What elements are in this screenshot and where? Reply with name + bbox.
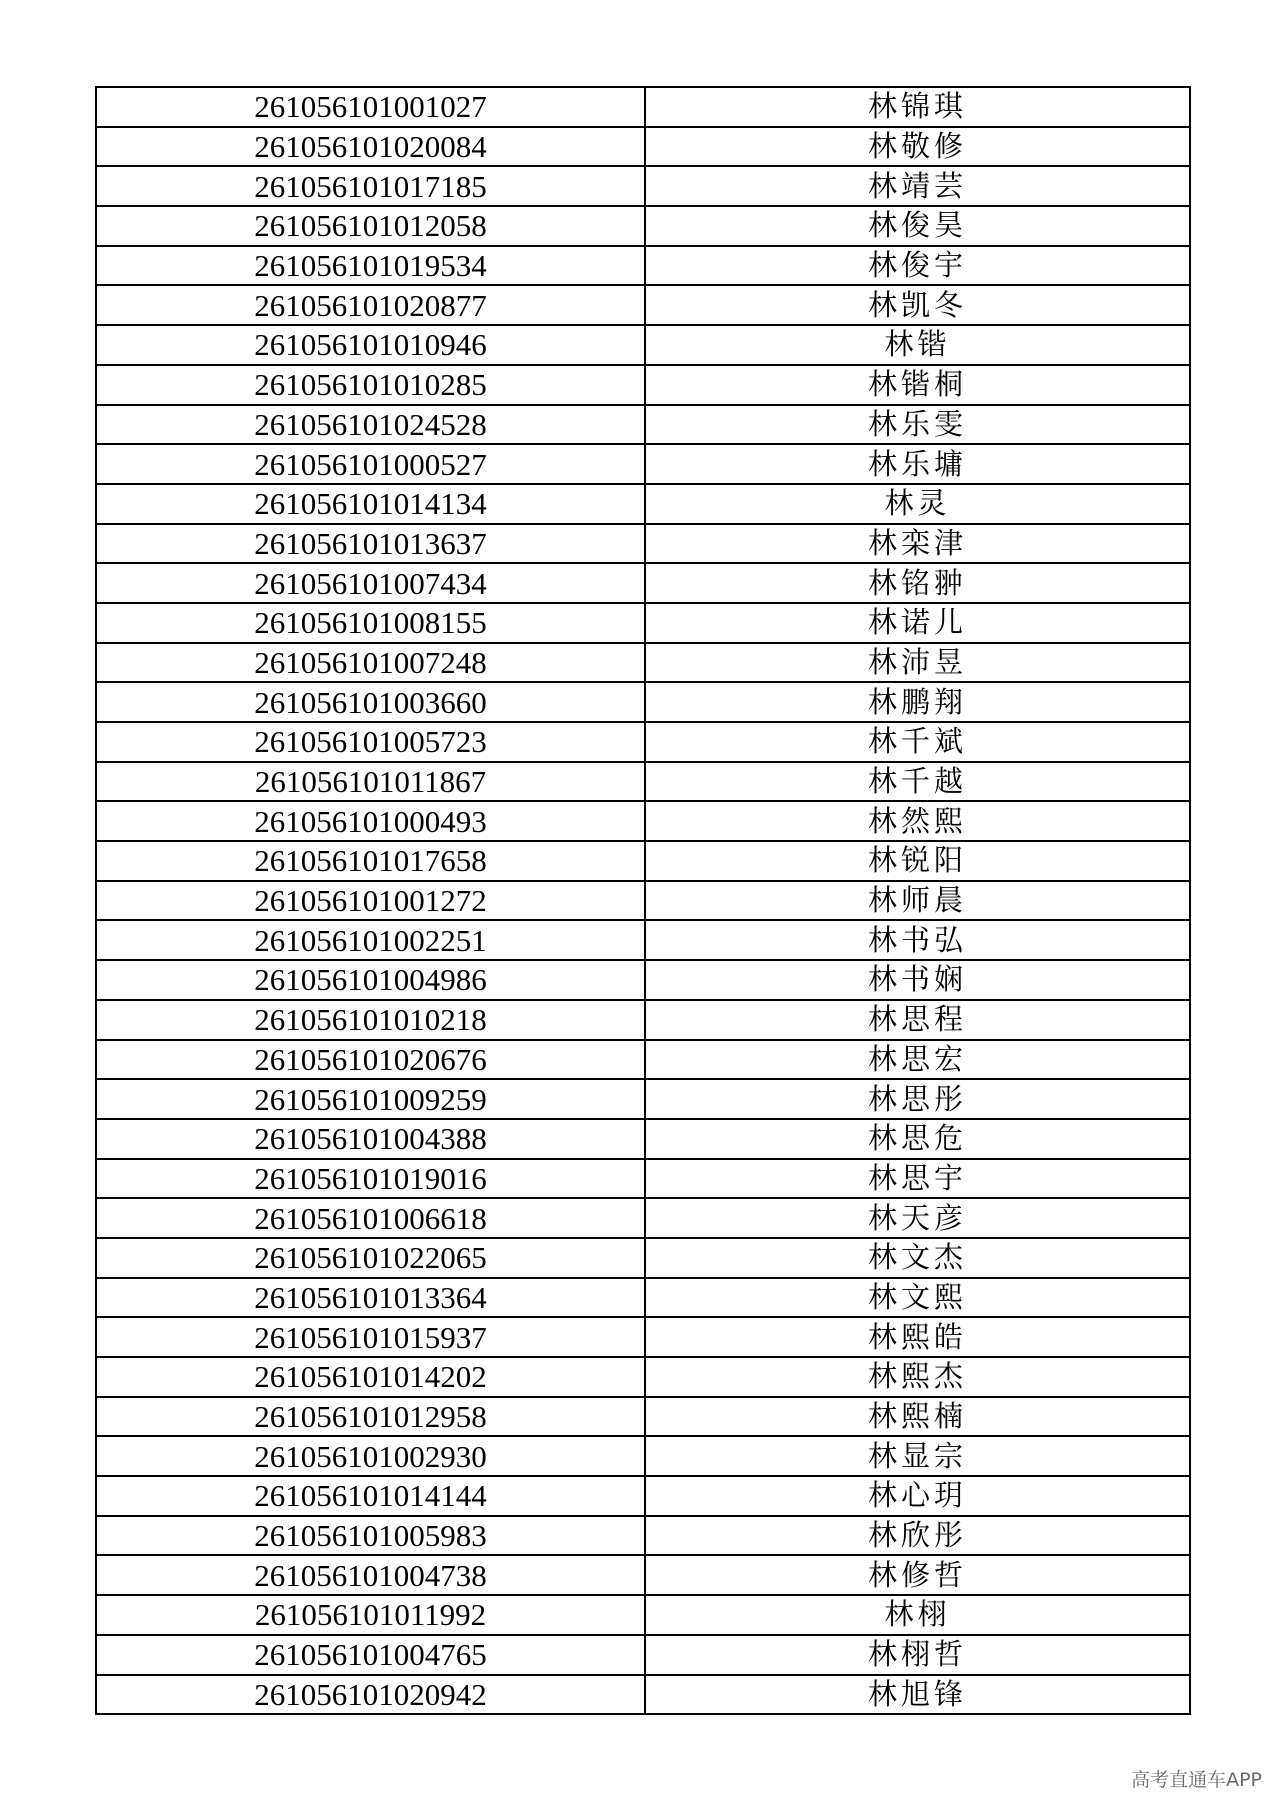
table-row: [96, 1198, 1190, 1238]
student-name-cell: 林显宗: [645, 1436, 1190, 1476]
student-name-cell: 林靖芸: [645, 166, 1190, 206]
student-name-cell: 林心玥: [645, 1476, 1190, 1516]
student-name-cell: 林栩哲: [645, 1635, 1190, 1675]
table-row: [96, 1516, 1190, 1556]
table-row: [96, 1040, 1190, 1080]
exam-number-cell: 261056101009259: [96, 1079, 645, 1119]
watermark: 高考直通车APP: [1131, 1769, 1262, 1791]
student-name-cell: 林书弘: [645, 920, 1190, 960]
table-row: [96, 920, 1190, 960]
exam-number-cell: 261056101012958: [96, 1397, 645, 1437]
student-name-cell: 林千越: [645, 762, 1190, 802]
exam-number-cell: 261056101007248: [96, 643, 645, 683]
exam-number-cell: 261056101020877: [96, 285, 645, 325]
exam-number-cell: 261056101002251: [96, 920, 645, 960]
exam-number-cell: 261056101017185: [96, 166, 645, 206]
table-row: [96, 246, 1190, 286]
table-row: [96, 1357, 1190, 1397]
exam-number-cell: 261056101003660: [96, 682, 645, 722]
student-name-cell: 林熙皓: [645, 1317, 1190, 1357]
student-name-cell: 林思宇: [645, 1159, 1190, 1199]
table-row: [96, 762, 1190, 802]
exam-number-cell: 261056101004986: [96, 960, 645, 1000]
student-name-cell: 林熙楠: [645, 1397, 1190, 1437]
student-name-cell: 林栾津: [645, 524, 1190, 564]
student-name-cell: 林俊昊: [645, 206, 1190, 246]
student-name-cell: 林思宏: [645, 1040, 1190, 1080]
exam-number-cell: 261056101000493: [96, 801, 645, 841]
student-name-cell: 林鹏翔: [645, 682, 1190, 722]
table-row: [96, 325, 1190, 365]
student-name-cell: 林熙杰: [645, 1357, 1190, 1397]
table-row: [96, 1079, 1190, 1119]
exam-number-cell: 261056101010946: [96, 325, 645, 365]
exam-number-cell: 261056101004738: [96, 1555, 645, 1595]
student-name-cell: 林师晨: [645, 881, 1190, 921]
table-row: [96, 841, 1190, 881]
exam-number-cell: 261056101020084: [96, 127, 645, 167]
exam-number-cell: 261056101008155: [96, 603, 645, 643]
student-name-cell: 林俊宇: [645, 246, 1190, 286]
exam-number-cell: 261056101005983: [96, 1516, 645, 1556]
table-row: [96, 444, 1190, 484]
table-row: [96, 1436, 1190, 1476]
student-name-cell: 林然熙: [645, 801, 1190, 841]
table-row: [96, 484, 1190, 524]
student-name-cell: 林修哲: [645, 1555, 1190, 1595]
exam-number-cell: 261056101004765: [96, 1635, 645, 1675]
table-row: [96, 166, 1190, 206]
exam-number-cell: 261056101020676: [96, 1040, 645, 1080]
table-row: [96, 603, 1190, 643]
table-row: [96, 1476, 1190, 1516]
table-row: [96, 1317, 1190, 1357]
exam-number-cell: 261056101000527: [96, 444, 645, 484]
student-name-cell: 林栩: [645, 1595, 1190, 1635]
exam-number-cell: 261056101006618: [96, 1198, 645, 1238]
student-name-cell: 林思程: [645, 1000, 1190, 1040]
exam-number-cell: 261056101012058: [96, 206, 645, 246]
exam-number-cell: 261056101022065: [96, 1238, 645, 1278]
student-name-cell: 林锴桐: [645, 365, 1190, 405]
table-row: [96, 1595, 1190, 1635]
table-row: [96, 682, 1190, 722]
student-name-cell: 林诺儿: [645, 603, 1190, 643]
student-name-cell: 林铭翀: [645, 563, 1190, 603]
table-row: [96, 1635, 1190, 1675]
exam-number-cell: 261056101015937: [96, 1317, 645, 1357]
student-name-cell: 林千斌: [645, 722, 1190, 762]
student-name-cell: 林思危: [645, 1119, 1190, 1159]
exam-number-cell: 261056101014144: [96, 1476, 645, 1516]
student-name-cell: 林沛昱: [645, 643, 1190, 683]
table-row: [96, 1397, 1190, 1437]
student-name-cell: 林文熙: [645, 1278, 1190, 1318]
student-name-cell: 林锐阳: [645, 841, 1190, 881]
student-name-cell: 林书娴: [645, 960, 1190, 1000]
student-name-cell: 林天彦: [645, 1198, 1190, 1238]
exam-number-cell: 261056101011992: [96, 1595, 645, 1635]
exam-number-cell: 261056101014202: [96, 1357, 645, 1397]
student-name-cell: 林灵: [645, 484, 1190, 524]
table-row: [96, 881, 1190, 921]
roster-table: [95, 86, 1191, 1715]
table-row: [96, 365, 1190, 405]
exam-number-cell: 261056101017658: [96, 841, 645, 881]
table-row: [96, 285, 1190, 325]
exam-number-cell: 261056101004388: [96, 1119, 645, 1159]
exam-number-cell: 261056101001027: [96, 87, 645, 127]
exam-number-cell: 261056101024528: [96, 405, 645, 445]
table-row: [96, 1159, 1190, 1199]
exam-number-cell: 261056101002930: [96, 1436, 645, 1476]
table-row: [96, 1675, 1190, 1715]
exam-number-cell: 261056101010218: [96, 1000, 645, 1040]
exam-number-cell: 261056101019016: [96, 1159, 645, 1199]
student-name-cell: 林乐墉: [645, 444, 1190, 484]
student-name-cell: 林文杰: [645, 1238, 1190, 1278]
exam-number-cell: 261056101001272: [96, 881, 645, 921]
exam-number-cell: 261056101014134: [96, 484, 645, 524]
table-row: [96, 801, 1190, 841]
table-row: [96, 1000, 1190, 1040]
table-row: [96, 643, 1190, 683]
table-row: [96, 1278, 1190, 1318]
table-row: [96, 1238, 1190, 1278]
exam-number-cell: 261056101013637: [96, 524, 645, 564]
table-row: [96, 87, 1190, 127]
table-row: [96, 1555, 1190, 1595]
table-row: [96, 1119, 1190, 1159]
table-row: [96, 722, 1190, 762]
table-row: [96, 960, 1190, 1000]
table-row: [96, 563, 1190, 603]
table-row: [96, 524, 1190, 564]
exam-number-cell: 261056101005723: [96, 722, 645, 762]
table-row: [96, 127, 1190, 167]
student-name-cell: 林锴: [645, 325, 1190, 365]
table-row: [96, 405, 1190, 445]
student-name-cell: 林欣彤: [645, 1516, 1190, 1556]
student-name-cell: 林锦琪: [645, 87, 1190, 127]
exam-number-cell: 261056101011867: [96, 762, 645, 802]
student-name-cell: 林敬修: [645, 127, 1190, 167]
roster-body: [96, 87, 1190, 1714]
student-name-cell: 林乐雯: [645, 405, 1190, 445]
exam-number-cell: 261056101007434: [96, 563, 645, 603]
exam-number-cell: 261056101020942: [96, 1675, 645, 1715]
student-name-cell: 林旭锋: [645, 1675, 1190, 1715]
exam-number-cell: 261056101010285: [96, 365, 645, 405]
student-name-cell: 林凯冬: [645, 285, 1190, 325]
table-row: [96, 206, 1190, 246]
exam-number-cell: 261056101019534: [96, 246, 645, 286]
student-name-cell: 林思彤: [645, 1079, 1190, 1119]
exam-number-cell: 261056101013364: [96, 1278, 645, 1318]
